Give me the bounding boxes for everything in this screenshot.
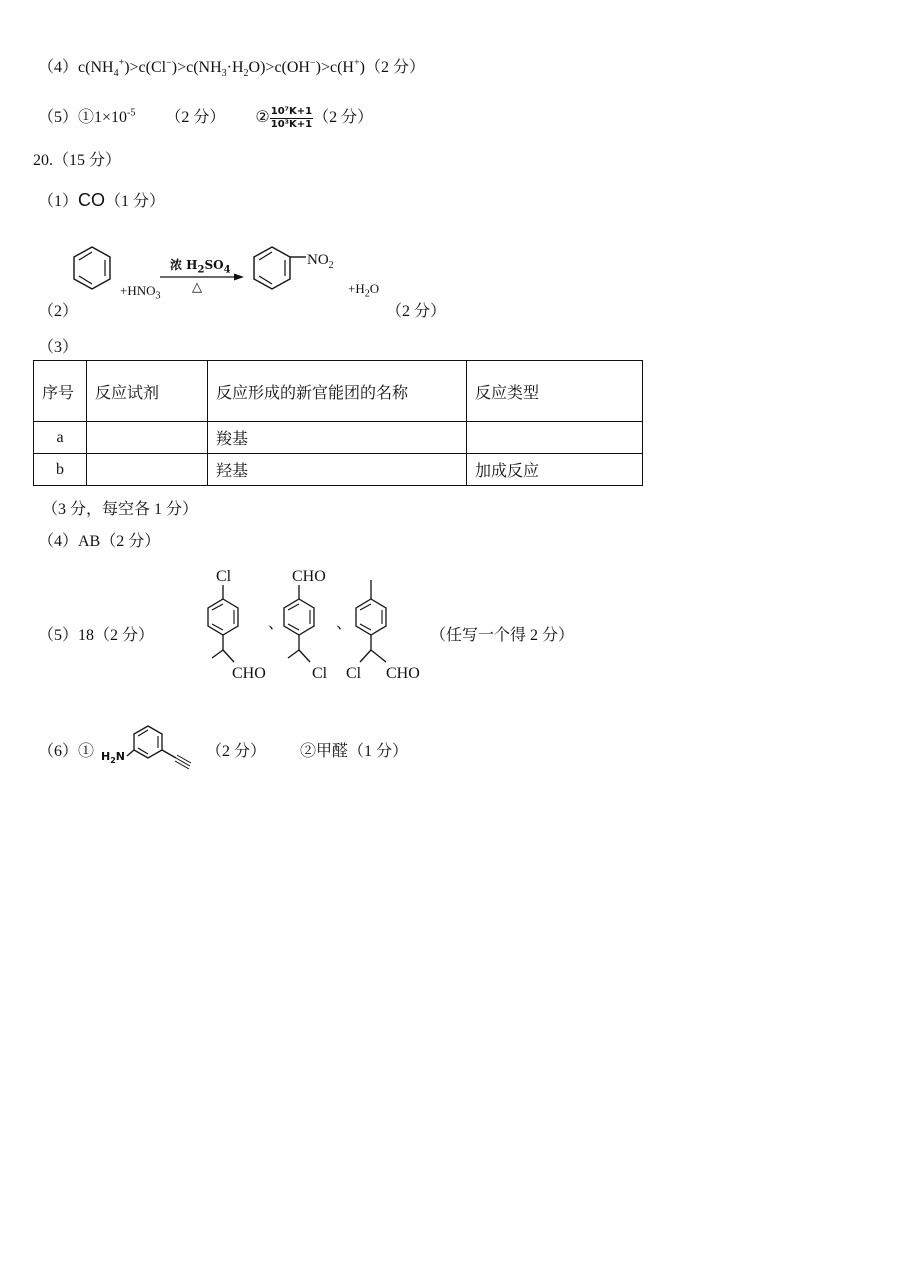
q20-part5-number: （5）18（2 分）: [38, 627, 155, 644]
q20-part5-note: （任写一个得 2 分）: [430, 627, 575, 644]
q20-part1-line: [38, 188, 165, 211]
expression-superscript: −: [166, 57, 172, 69]
condition-subscript2: 4: [223, 264, 231, 276]
nitro-subscript: 2: [328, 260, 334, 271]
q20-heading: 20.（15 分）: [33, 152, 122, 169]
q20-part6-score1: （2 分）: [206, 743, 267, 760]
table-cell: 羟基: [208, 454, 467, 486]
table-cell: [467, 422, 643, 454]
water-text: +H: [348, 281, 365, 296]
expression-superscript: +: [118, 57, 125, 69]
table-row: [34, 454, 643, 486]
q19-5-answer2-label: ②: [255, 109, 270, 126]
q20-part6-number: （6）①: [38, 743, 95, 760]
expression-text: )>c(Cl: [124, 59, 167, 76]
table-cell: a: [34, 422, 87, 454]
struct2-bottom-label: Cl: [312, 665, 328, 682]
table-header-cell: 反应形成的新官能团的名称: [208, 361, 467, 422]
expression-superscript: +: [353, 57, 360, 69]
fraction-denominator: 10³K+1: [270, 118, 313, 130]
expression-text: )>c(H: [315, 59, 354, 76]
amino-subscript: 2: [110, 756, 116, 766]
reagent-subscript: 3: [155, 290, 161, 302]
condition-text: 浓 H: [170, 258, 198, 272]
q19-5-answer1: ①1×10: [78, 109, 128, 126]
q19-5-score2: （2 分）: [313, 109, 374, 126]
struct1-bottom-label: CHO: [232, 665, 266, 682]
expression-subscript: 2: [243, 68, 249, 80]
q19-5-line: [38, 104, 373, 131]
q20-part2-product-group: [307, 252, 334, 271]
q19-4-number: （4）: [38, 59, 79, 76]
table-header-cell: 序号: [34, 361, 87, 422]
q19-4-expression: [78, 57, 365, 80]
q20-part1-number: （1）: [38, 193, 79, 210]
isomer-separator-2: 、: [336, 615, 353, 632]
fraction-numerator: 10⁷K+1: [270, 105, 313, 117]
q20-part6-part2: ②甲醛（1 分）: [300, 743, 409, 760]
amino-n: N: [115, 750, 126, 763]
table-cell: [87, 422, 208, 454]
expression-subscript: 4: [113, 68, 119, 80]
q19-5-number: （5）: [38, 109, 79, 126]
q20-part2-score: （2 分）: [386, 303, 447, 320]
expression-text: )>c(NH: [171, 59, 222, 76]
amino-h: H: [101, 750, 111, 763]
q19-4-score: （2 分）: [364, 59, 425, 76]
isomer-separator-1: 、: [268, 615, 285, 632]
q20-part2-condition-heat: △: [192, 279, 202, 294]
struct2-top-label: CHO: [292, 568, 326, 585]
q20-part1-score: （1 分）: [105, 193, 166, 210]
reaction-arrow: [160, 272, 244, 282]
condition-subscript: 2: [197, 264, 205, 276]
q20-part2-number: （2）: [38, 303, 79, 320]
q19-4-line: [38, 54, 425, 79]
expression-text: O)>c(OH: [248, 59, 310, 76]
table-cell: 加成反应: [467, 454, 643, 486]
struct1-top-label: Cl: [216, 568, 232, 585]
table-cell: [87, 454, 208, 486]
reaction-table: [33, 360, 643, 486]
struct3-right-label: CHO: [386, 665, 420, 682]
water-subscript: 2: [364, 288, 370, 300]
benzene-reactant-structure: [74, 245, 114, 295]
q19-5-score1: （2 分）: [165, 109, 226, 126]
reagent-text: +HNO: [120, 283, 156, 298]
nitro-text: NO: [307, 252, 329, 268]
condition-text-rest: SO: [204, 258, 224, 272]
struct3-left-label: Cl: [346, 665, 362, 682]
expression-subscript: 3: [221, 68, 227, 80]
table-cell: 羧基: [208, 422, 467, 454]
q19-5-fraction: [270, 106, 313, 131]
table-header-cell: 反应试剂: [87, 361, 208, 422]
q20-part2-reagent: [120, 283, 161, 302]
q20-part4-line: （4）AB（2 分）: [38, 533, 161, 550]
aminophenylacetylene-structure: [124, 724, 194, 774]
water-text-rest: O: [369, 281, 380, 296]
nitrobenzene-product-structure: [254, 245, 354, 295]
table-cell: b: [34, 454, 87, 486]
q19-5-answer1-exponent: -5: [127, 107, 136, 119]
expression-text: c(NH: [78, 59, 114, 76]
q20-part2-water: [348, 281, 379, 300]
expression-text: ): [359, 59, 365, 76]
q20-part3-number: （3）: [38, 339, 79, 356]
table-row: [34, 422, 643, 454]
q20-part3-score: （3 分，每空各 1 分）: [42, 501, 199, 518]
table-header-row: [34, 361, 643, 422]
q20-part1-answer: CO: [78, 190, 106, 210]
expression-text: ·H: [226, 59, 244, 76]
q20-part6-amino-label: [101, 750, 125, 765]
table-header-cell: 反应类型: [467, 361, 643, 422]
expression-superscript: −: [309, 57, 316, 69]
